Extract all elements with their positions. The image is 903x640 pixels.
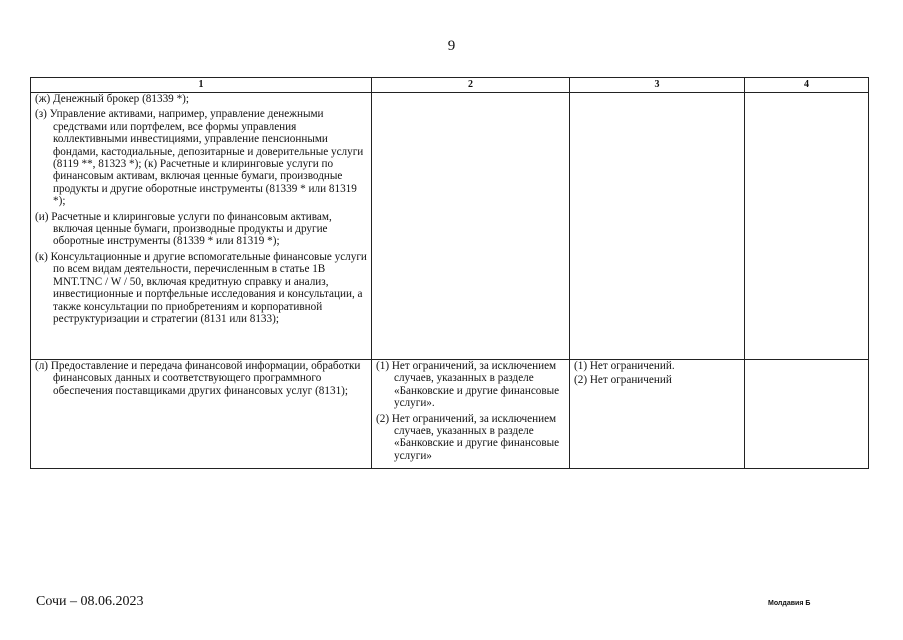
service-item-z: (з) Управление активами, например, управление денежными средствами или портфелем, все формы управления коллективными инвестициями, управление пенсионными фондами, кастодиальные, депозитарные и доверительные услуги (8119 **, 81323 *); (к) Расчетные и клиринговые услуги по финансовым активам, включая ценные бумаги, производные продукты и другие оборотные инструменты (81339 * или 81319 *); bbox=[35, 108, 364, 208]
limitation-mode-1: (1) Нет ограничений. bbox=[574, 360, 675, 372]
national-treatment-cell bbox=[570, 93, 745, 360]
column-header-1: 1 bbox=[31, 78, 372, 93]
additional-commitments-cell bbox=[745, 360, 869, 469]
service-item-i: (и) Расчетные и клиринговые услуги по финансовым активам, включая ценные бумаги, производные продукты и другие оборотные инструменты (81339 * или 81319 *); bbox=[35, 210, 332, 248]
column-header-2: 2 bbox=[372, 78, 570, 93]
market-access-cell bbox=[372, 360, 570, 469]
limitation-mode-2: (2) Нет ограничений bbox=[574, 374, 672, 387]
limitation-mode-2: (2) Нет ограничений, за исключением случаев, указанных в разделе «Банковские и другие финансовые услуги» bbox=[376, 412, 560, 462]
services-table bbox=[30, 77, 869, 469]
limitation-mode-1: (1) Нет ограничений, за исключением случаев, указанных в разделе «Банковские и другие финансовые услуги». bbox=[376, 360, 560, 410]
footer-country-label: Молдавия Б bbox=[768, 600, 811, 607]
footer-place-date: Сочи – 08.06.2023 bbox=[36, 594, 144, 609]
table-row bbox=[31, 93, 869, 360]
service-item-zh: (ж) Денежный брокер (81339 *); bbox=[35, 93, 189, 105]
national-treatment-cell bbox=[570, 360, 745, 469]
additional-commitments-cell bbox=[745, 93, 869, 360]
service-description-cell bbox=[31, 93, 372, 360]
table-row bbox=[31, 360, 869, 469]
service-item-l: (л) Предоставление и передача финансовой информации, обработки финансовых данных и соответствующего программного обеспечения поставщиками других финансовых услуг (8131); bbox=[35, 360, 361, 397]
column-header-3: 3 bbox=[570, 78, 745, 93]
column-header-4: 4 bbox=[745, 78, 869, 93]
service-item-k: (к) Консультационные и другие вспомогательные финансовые услуги по всем видам деятельности, перечисленным в статье 1В MNT.TNC / W / 50, включая кредитную справку и анализ, инвестиционные и портфельные исследования и консультации, а также консультации по приобретениям и корпоративной реструктуризации и стратегии (8131 или 8133); bbox=[35, 250, 367, 325]
market-access-cell bbox=[372, 93, 570, 360]
service-description-cell bbox=[31, 360, 372, 469]
table-header-row bbox=[31, 78, 869, 93]
page-number: 9 bbox=[447, 38, 456, 54]
